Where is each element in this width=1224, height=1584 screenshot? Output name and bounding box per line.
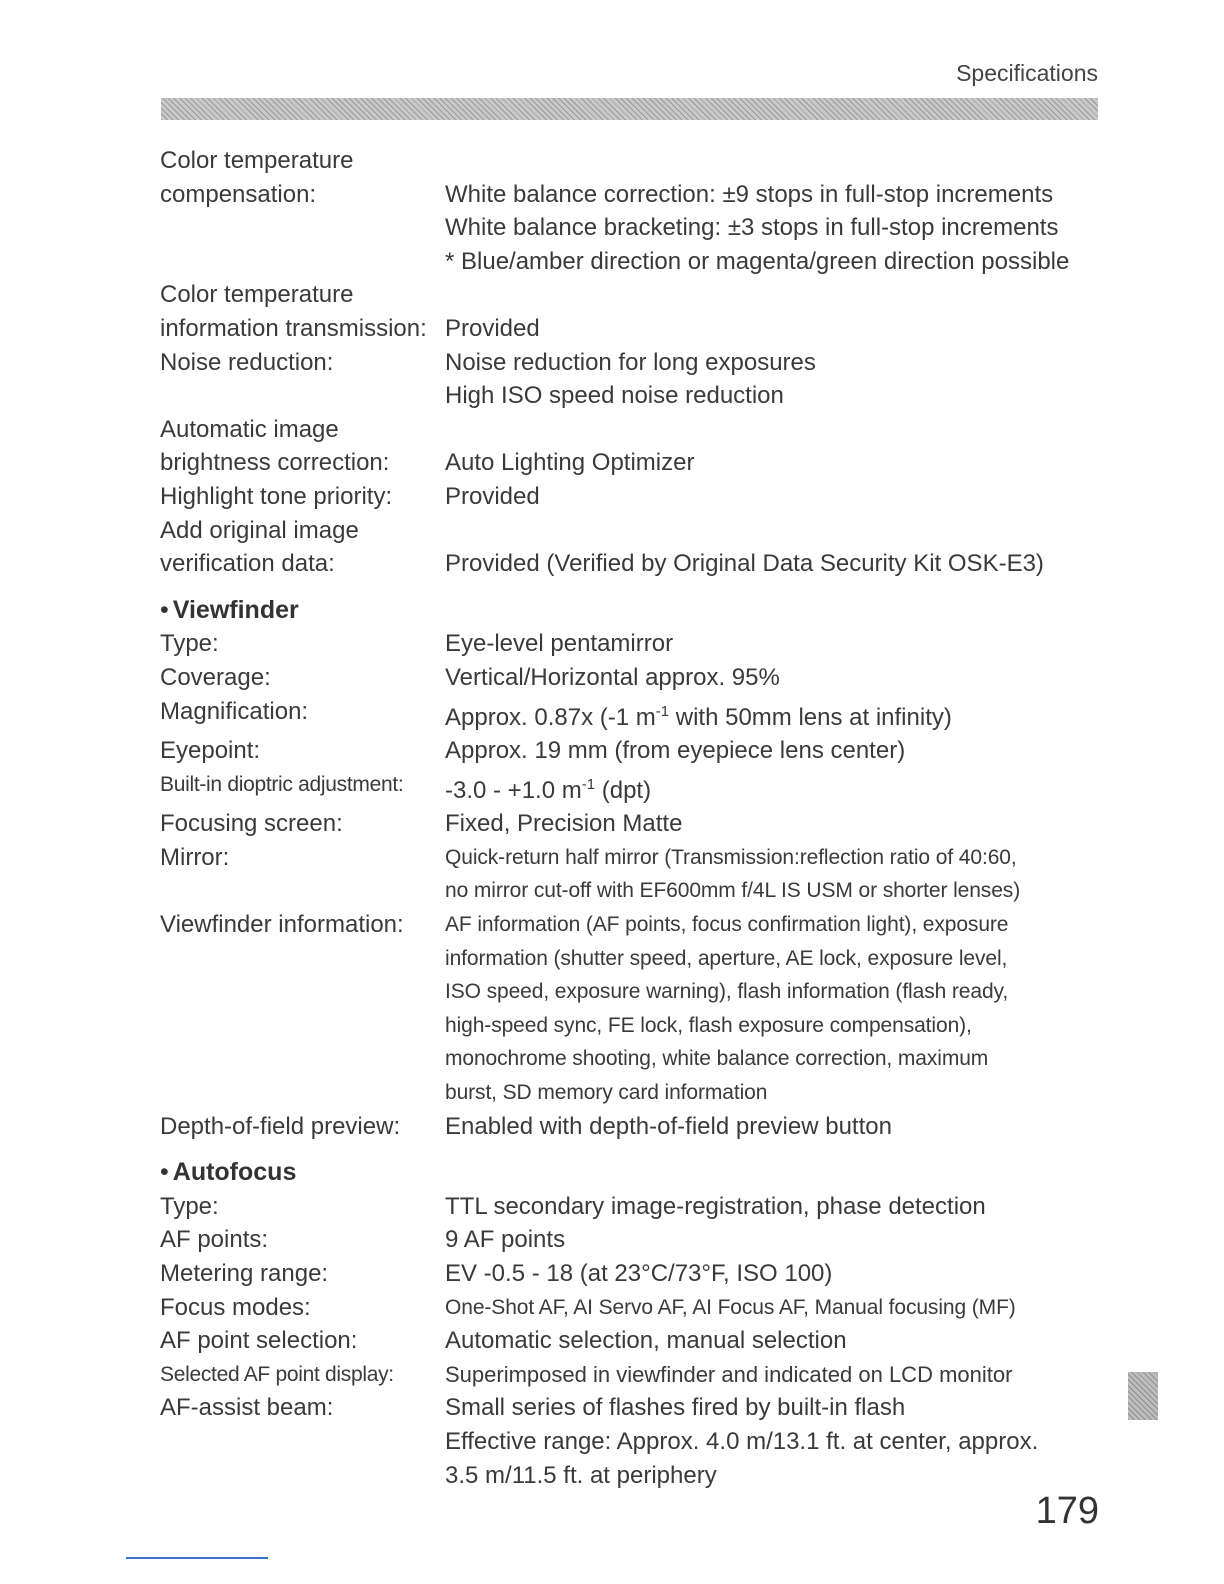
spec-value-line: monochrome shooting, white balance correction, maximum: [445, 1047, 989, 1071]
spec-value: [445, 446, 1100, 480]
section-heading-viewfinder: • Viewfinder: [160, 595, 299, 624]
spec-row-af-modes: [160, 1291, 1100, 1325]
spec-label: Type:: [160, 1192, 219, 1220]
spec-value: [445, 547, 1100, 581]
spec-value: [445, 1223, 1100, 1257]
spec-value-line: Provided: [445, 314, 540, 342]
spec-row: [160, 144, 1100, 178]
spec-value: [445, 768, 1100, 808]
spec-value-line: high-speed sync, FE lock, flash exposure compensation),: [445, 1013, 972, 1037]
spec-value: [445, 178, 1100, 279]
spec-label: brightness correction:: [160, 449, 390, 477]
spec-value: [445, 627, 1100, 661]
spec-value-line: AF information (AF points, focus confirmation light), exposure: [445, 913, 1009, 937]
page-number: 179: [1035, 1490, 1099, 1532]
spec-row: [160, 413, 1100, 447]
spec-label: Mirror:: [160, 843, 230, 871]
spec-value: [445, 312, 1100, 346]
spec-row: [160, 312, 1100, 346]
spec-label: Noise reduction:: [160, 348, 334, 376]
spec-value-line: Enabled with depth-of-field preview button: [445, 1112, 892, 1140]
spec-value: [445, 841, 1100, 908]
spec-value-line: burst, SD memory card information: [445, 1081, 768, 1105]
spec-row: [160, 346, 1100, 413]
spec-list-general: [160, 144, 1100, 581]
spec-row-af-type: [160, 1190, 1100, 1224]
spec-label: Eyepoint:: [160, 737, 261, 765]
spec-value: [445, 1190, 1100, 1224]
spec-row-vf-dioptric: [160, 768, 1100, 808]
spec-label: verification data:: [160, 550, 335, 578]
section-heading-autofocus: • Autofocus: [160, 1158, 297, 1187]
spec-row-vf-type: [160, 627, 1100, 661]
spec-row-vf-coverage: [160, 661, 1100, 695]
spec-label: Depth-of-field preview:: [160, 1112, 401, 1140]
spec-value-line: One-Shot AF, AI Servo AF, AI Focus AF, Manual focusing (MF): [445, 1295, 1016, 1319]
spec-value: [445, 480, 1100, 514]
spec-value-line: White balance correction: ±9 stops in full-stop increments: [445, 180, 1054, 208]
spec-value: [445, 908, 1100, 1110]
spec-row-af-points: [160, 1223, 1100, 1257]
spec-value-line: EV -0.5 - 18 (at 23°C/73°F, ISO 100): [445, 1260, 833, 1287]
spec-value: [445, 1324, 1100, 1358]
spec-label: AF points:: [160, 1226, 269, 1254]
spec-content: [160, 144, 1100, 1492]
spec-value: [445, 661, 1100, 695]
spec-label: Focus modes:: [160, 1293, 311, 1321]
spec-row: [160, 547, 1100, 581]
spec-label: Magnification:: [160, 697, 309, 725]
spec-row: [160, 178, 1100, 279]
running-header-title: Specifications: [956, 60, 1098, 86]
spec-value: [445, 278, 1100, 312]
spec-row-af-display: [160, 1358, 1100, 1392]
spec-value: [445, 1358, 1100, 1392]
spec-value-line: Provided (Verified by Original Data Security Kit OSK-E3): [445, 550, 1044, 578]
spec-value-line: Quick-return half mirror (Transmission:reflection ratio of 40:60,: [445, 845, 1017, 869]
spec-value-line: Small series of flashes fired by built-in flash: [445, 1394, 906, 1422]
spec-value-line: Automatic selection, manual selection: [445, 1327, 847, 1355]
spec-label: Automatic image: [160, 415, 339, 443]
spec-value-line: Provided: [445, 482, 540, 510]
spec-value: [445, 346, 1100, 413]
footer-rule-line: [126, 1557, 268, 1559]
spec-value-line: Eye-level pentamirror: [445, 630, 674, 658]
spec-value: [445, 413, 1100, 447]
spec-value-line: * Blue/amber direction or magenta/green direction possible: [445, 247, 1070, 275]
spec-value-line: -3.0 - +1.0 $m^{-1}$ (dpt): [445, 775, 652, 804]
spec-row: [160, 446, 1100, 480]
spec-row-af-assist: [160, 1391, 1100, 1492]
spec-row: [160, 480, 1100, 514]
spec-label: Highlight tone priority:: [160, 482, 393, 510]
spec-label: Viewfinder information:: [160, 911, 404, 939]
spec-label: AF point selection:: [160, 1327, 358, 1355]
spec-label: Add original image: [160, 516, 359, 544]
spec-row-af-metering: [160, 1257, 1100, 1291]
spec-label: information transmission:: [160, 314, 427, 342]
spec-row-vf-dof: [160, 1110, 1100, 1144]
spec-label: Coverage:: [160, 663, 271, 691]
spec-value: [445, 1110, 1100, 1144]
spec-value-line: Auto Lighting Optimizer: [445, 449, 695, 477]
spec-value-line: High ISO speed noise reduction: [445, 382, 784, 410]
spec-value: [445, 734, 1100, 768]
spec-value: [445, 144, 1100, 178]
spec-value-line: no mirror cut-off with EF600mm f/4L IS USM or shorter lenses): [445, 879, 1021, 903]
header-hatched-bar: [161, 98, 1098, 120]
spec-value-line: TTL secondary image-registration, phase detection: [445, 1192, 986, 1220]
spec-label: Built-in dioptric adjustment:: [160, 772, 404, 796]
spec-value-line: White balance bracketing: ±3 stops in full-stop increments: [445, 214, 1059, 242]
spec-value-line: ISO speed, exposure warning), flash information (flash ready,: [445, 980, 1009, 1004]
spec-row-vf-eyepoint: [160, 734, 1100, 768]
spec-row-vf-mirror: [160, 841, 1100, 908]
spec-value-line: Vertical/Horizontal approx. 95%: [445, 663, 780, 691]
spec-label: Focusing screen:: [160, 810, 343, 838]
spec-label: Selected AF point display:: [160, 1362, 394, 1386]
spec-value: [445, 1257, 1100, 1291]
spec-label: Type:: [160, 630, 219, 658]
spec-row-af-selection: [160, 1324, 1100, 1358]
spec-label: Color temperature: [160, 281, 354, 309]
spec-value: [445, 1291, 1100, 1325]
spec-row-vf-magnification: [160, 695, 1100, 735]
spec-value-line: 9 AF points: [445, 1226, 566, 1254]
spec-value-line: information (shutter speed, aperture, AE lock, exposure level,: [445, 946, 1008, 970]
spec-label: Color temperature: [160, 147, 354, 174]
spec-value: [445, 807, 1100, 841]
spec-value-line: Noise reduction for long exposures: [445, 348, 816, 376]
spec-value-line: Effective range: Approx. 4.0 m/13.1 ft. at center, approx.: [445, 1427, 1039, 1455]
spec-row-vf-screen: [160, 807, 1100, 841]
spec-row: [160, 278, 1100, 312]
spec-label: compensation:: [160, 180, 317, 208]
spec-row: [160, 514, 1100, 548]
spec-value-line: Superimposed in viewfinder and indicated on LCD monitor: [445, 1361, 1013, 1387]
spec-value: [445, 695, 1100, 735]
spec-value-line: Approx. 19 mm (from eyepiece lens center): [445, 737, 906, 765]
spec-value-line: 3.5 m/11.5 ft. at periphery: [445, 1461, 717, 1489]
spec-label: Metering range:: [160, 1260, 329, 1287]
spec-value: [445, 514, 1100, 548]
spec-row-vf-information: [160, 908, 1100, 1110]
spec-value-line: Fixed, Precision Matte: [445, 810, 683, 838]
chapter-thumb-tab: [1128, 1372, 1158, 1420]
spec-value-line: Approx. 0.87x (-1 $m^{-1}$ with 50mm lens at infinity): [445, 702, 952, 731]
spec-value: [445, 1391, 1100, 1492]
spec-label: AF-assist beam:: [160, 1394, 334, 1422]
